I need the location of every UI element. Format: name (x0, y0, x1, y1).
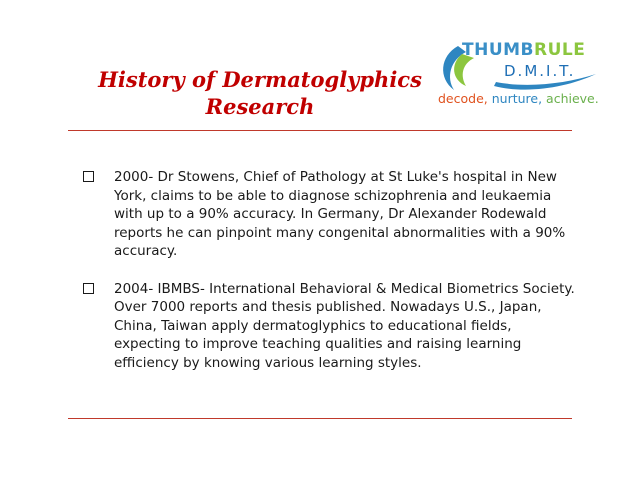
square-bullet-icon (83, 171, 94, 182)
bullet-text: 2004- IBMBS- International Behavioral & Medical Biometrics Society. Over 7000 reports and thesis published. Nowadays U.S., Japan, China, Taiwan apply dermatoglyphics to educational fields, expecting to improve teaching qualities and raising learning efficiency by knowing various learning styles. (114, 280, 575, 371)
bullet-text: 2000- Dr Stowens, Chief of Pathology at St Luke's hospital in New York, claims to be able to diagnose schizophrenia and leukaemia with up to a 90% accuracy. In Germany, Dr Alexander Rodewald reports he can pinpoint many congenital abnormalities with a 90% accuracy. (114, 169, 566, 259)
thumbrule-logo (436, 38, 606, 120)
bottom-divider (68, 418, 572, 419)
bullet-item (82, 168, 582, 261)
slide-title-line-2: Research (205, 94, 315, 119)
slide-title-line-1: History of Dermatoglyphics (98, 67, 422, 92)
slide-title (80, 66, 440, 120)
bullet-item (82, 280, 582, 373)
top-divider (68, 130, 572, 131)
bullet-list (82, 168, 582, 391)
logo-brand-text: THUMBRULE (462, 40, 586, 60)
logo-dmit-text: D.M.I.T. (504, 62, 576, 80)
square-bullet-icon (83, 283, 94, 294)
logo-tagline: decode, nurture, achieve. (438, 91, 599, 106)
